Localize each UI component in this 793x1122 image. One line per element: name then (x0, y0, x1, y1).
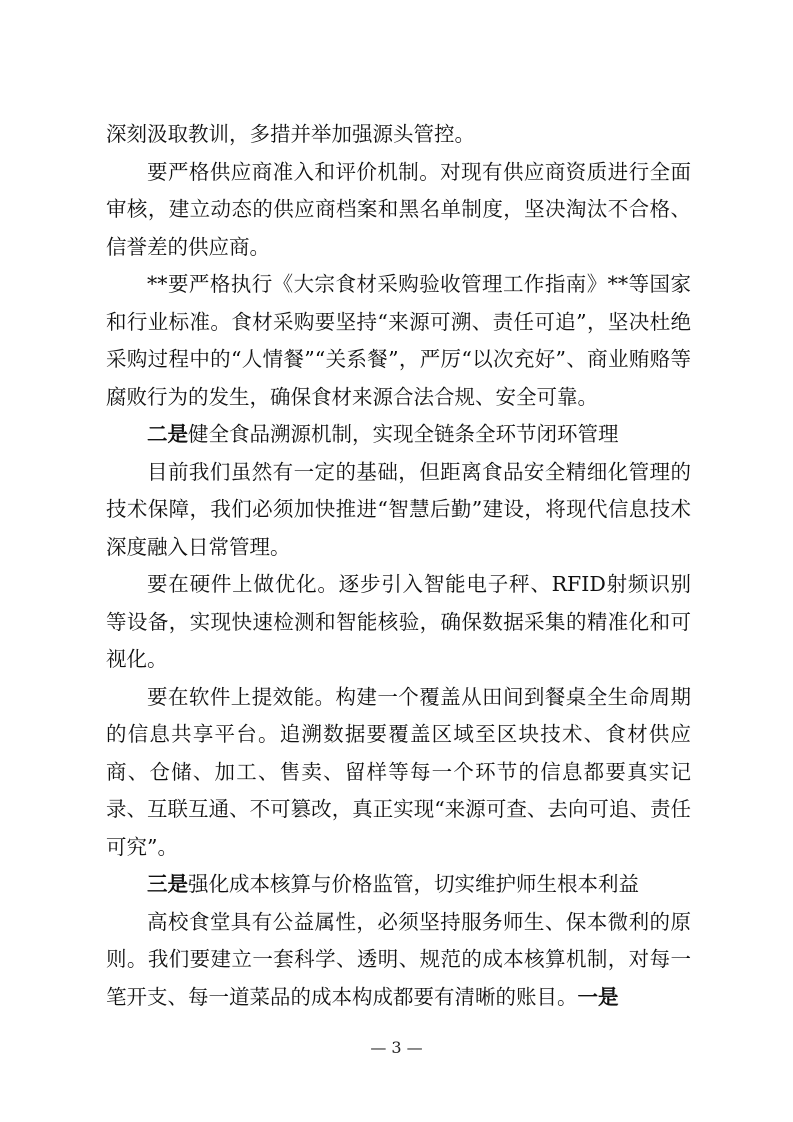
paragraph-7 (106, 679, 691, 867)
paragraph-1 (106, 116, 691, 154)
page-number: — 3 — (370, 1038, 423, 1057)
paragraph-2-text: 要严格供应商准入和评价机制。对现有供应商资质进行全面审核，建立动态的供应商档案和黑名单制度，坚决淘汰不合格、信誉差的供应商。 (106, 159, 691, 259)
paragraph-6 (106, 566, 691, 679)
section-heading-3-text: 强化成本核算与价格监管，切实维护师生根本利益 (188, 872, 639, 896)
paragraph-7-text: 要在软件上提效能。构建一个覆盖从田间到餐桌全生命周期的信息共享平台。追溯数据要覆盖区域至区块技术、食材供应商、仓储、加工、售卖、留样等每一个环节的信息都要真实记录、互联互通、不可篡改，真正实现“来源可查、去向可追、责任可究”。 (106, 684, 691, 859)
paragraph-5-text: 目前我们虽然有一定的基础，但距离食品安全精细化管理的技术保障，我们必须加快推进“智慧后勤”建设，将现代信息技术深度融入日常管理。 (106, 459, 691, 559)
paragraph-3 (106, 266, 691, 416)
paragraph-9 (106, 904, 691, 1017)
paragraph-3-text: **要严格执行《大宗食材采购验收管理工作指南》**等国家和行业标准。食材采购要坚持“来源可溯、责任可追”，坚决杜绝采购过程中的“人情餐”“关系餐”，严厉“以次充好”、商业贿赂等腐败行为的发生，确保食材来源合法合规、安全可靠。 (106, 272, 691, 409)
body-text (106, 116, 691, 1016)
paragraph-9-trail: 一是 (577, 984, 619, 1009)
section-heading-2 (106, 416, 691, 454)
section-heading-3-lead: 三是 (147, 872, 188, 896)
paragraph-5 (106, 454, 691, 567)
paragraph-9-text: 高校食堂具有公益属性，必须坚持服务师生、保本微利的原则。我们要建立一套科学、透明、规范的成本核算机制，对每一笔开支、每一道菜品的成本构成都要有清晰的账目。 (106, 909, 691, 1009)
paragraph-1-text: 深刻汲取教训，多措并举加强源头管控。 (106, 122, 475, 146)
section-heading-3 (106, 866, 691, 904)
paragraph-6-text: 要在硬件上做优化。逐步引入智能电子秤、RFID射频识别等设备，实现快速检测和智能核验，确保数据采集的精准化和可视化。 (106, 572, 691, 671)
section-heading-2-text: 健全食品溯源机制，实现全链条全环节闭环管理 (188, 422, 619, 446)
section-heading-2-lead: 二是 (147, 422, 188, 446)
paragraph-2 (106, 154, 691, 267)
